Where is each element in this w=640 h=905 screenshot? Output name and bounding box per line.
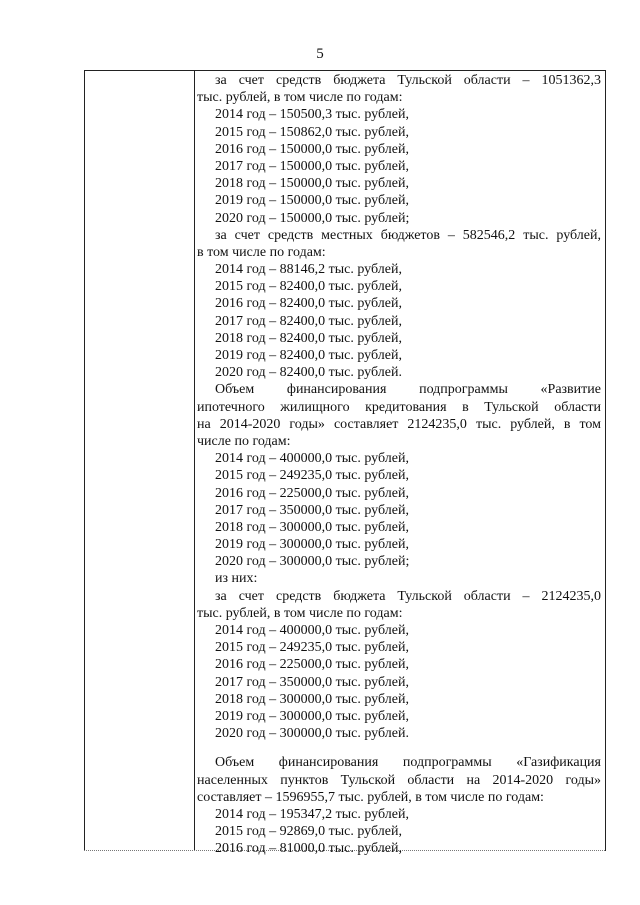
text-line: 2018 год – 150000,0 тыс. рублей, [215, 176, 409, 192]
text-line: 2016 год – 81000,0 тыс. рублей, [215, 841, 402, 857]
text-line: Объем финансирования подпрограммы «Развитие [215, 382, 601, 398]
text-line: 2017 год – 150000,0 тыс. рублей, [215, 158, 409, 174]
text-line: Объем финансирования подпрограммы «Газификация [215, 755, 601, 771]
text-line: населенных пунктов Тульской области на 2014-2020 годы» [197, 772, 601, 788]
text-line: 2017 год – 350000,0 тыс. рублей, [215, 674, 409, 690]
text-line: 2015 год – 92869,0 тыс. рублей, [215, 824, 402, 840]
text-line: 2016 год – 225000,0 тыс. рублей, [215, 657, 409, 673]
page-number: 5 [316, 46, 324, 62]
text-line: 2015 год – 150862,0 тыс. рублей, [215, 124, 409, 140]
text-line: 2014 год – 195347,2 тыс. рублей, [215, 806, 409, 822]
text-line: 2018 год – 300000,0 тыс. рублей, [215, 691, 409, 707]
text-line: 2015 год – 249235,0 тыс. рублей, [215, 468, 409, 484]
text-line: 2020 год – 300000,0 тыс. рублей; [215, 554, 410, 570]
text-line: ипотечного жилищного кредитования в Тульской области [197, 399, 601, 415]
text-line: 2018 год – 300000,0 тыс. рублей, [215, 519, 409, 535]
text-line: за счет средств местных бюджетов – 582546,2 тыс. рублей, [215, 227, 601, 243]
text-line: за счет средств бюджета Тульской области – 1051362,3 [215, 73, 601, 88]
text-line: 2019 год – 300000,0 тыс. рублей, [215, 708, 409, 724]
text-line: тыс. рублей, в том числе по годам: [197, 605, 403, 621]
text-line: 2020 год – 150000,0 тыс. рублей; [215, 210, 410, 226]
text-line: 2016 год – 150000,0 тыс. рублей, [215, 141, 409, 157]
financing-text-column [197, 72, 601, 857]
text-line: 2017 год – 82400,0 тыс. рублей, [215, 313, 402, 329]
text-line: 2016 год – 225000,0 тыс. рублей, [215, 485, 409, 501]
paragraph-gap [197, 742, 601, 754]
text-line: составляет – 1596955,7 тыс. рублей, в том числе по годам: [197, 789, 544, 805]
text-line: 2014 год – 400000,0 тыс. рублей, [215, 451, 409, 467]
text-line: 2020 год – 82400,0 тыс. рублей. [215, 365, 402, 381]
text-line: за счет средств бюджета Тульской области – 2124235,0 [215, 588, 601, 604]
text-line: на 2014-2020 годы» составляет 2124235,0 тыс. рублей, в том [197, 416, 601, 432]
text-line: 2014 год – 150500,3 тыс. рублей, [215, 107, 409, 123]
text-line: 2019 год – 82400,0 тыс. рублей, [215, 348, 402, 363]
text-line: 2020 год – 300000,0 тыс. рублей. [215, 726, 409, 742]
text-line: 2015 год – 82400,0 тыс. рублей, [215, 279, 402, 295]
text-line: числе по годам: [197, 433, 291, 449]
text-line: 2019 год – 300000,0 тыс. рублей, [215, 537, 409, 553]
column-divider [194, 70, 195, 850]
text-line: 2019 год – 150000,0 тыс. рублей, [215, 193, 409, 209]
text-line: 2015 год – 249235,0 тыс. рублей, [215, 640, 409, 656]
text-line: 2014 год – 88146,2 тыс. рублей, [215, 262, 402, 278]
text-line: тыс. рублей, в том числе по годам: [197, 90, 403, 106]
text-line: 2014 год – 400000,0 тыс. рублей, [215, 623, 409, 638]
text-line: из них: [215, 571, 258, 587]
text-line: 2018 год – 82400,0 тыс. рублей, [215, 330, 402, 346]
text-line: 2016 год – 82400,0 тыс. рублей, [215, 296, 402, 312]
text-line: 2017 год – 350000,0 тыс. рублей, [215, 502, 409, 518]
text-line: в том числе по годам: [197, 244, 326, 260]
